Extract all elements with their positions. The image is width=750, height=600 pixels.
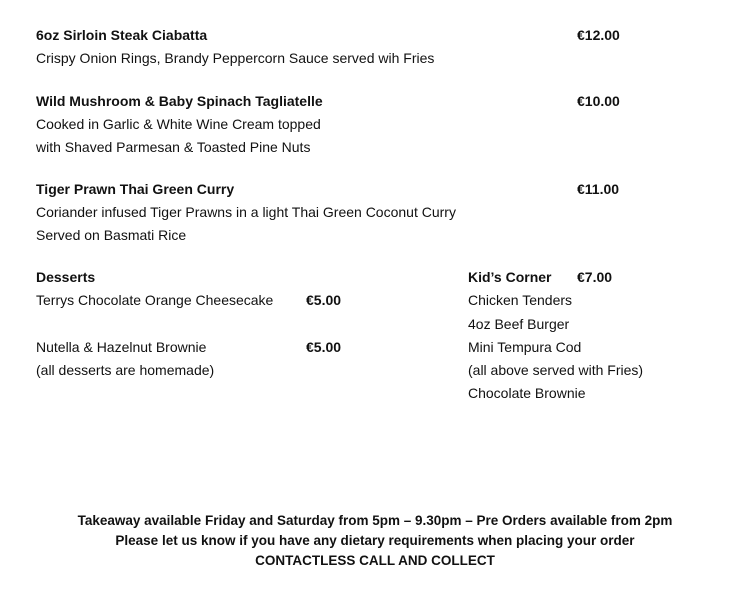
kids-item: 4oz Beef Burger xyxy=(468,316,570,332)
menu-item-description: with Shaved Parmesan & Toasted Pine Nuts xyxy=(36,139,311,155)
kids-item: Chicken Tenders xyxy=(468,292,573,308)
dessert-item-price: €5.00 xyxy=(306,339,342,355)
kids-corner-heading: Kid’s Corner xyxy=(468,269,552,285)
menu-item-price: €10.00 xyxy=(577,93,620,109)
dessert-item-name: Terrys Chocolate Orange Cheesecake xyxy=(36,292,274,308)
desserts-note: (all desserts are homemade) xyxy=(36,362,215,378)
menu-item-description: Coriander infused Tiger Prawns in a light Thai Green Coconut Curry xyxy=(36,204,456,220)
footer-contactless: CONTACTLESS CALL AND COLLECT xyxy=(255,553,495,568)
kids-item: Chocolate Brownie xyxy=(468,385,586,401)
desserts-heading: Desserts xyxy=(36,269,96,285)
menu-item-description: Served on Basmati Rice xyxy=(36,227,187,243)
kids-corner-price: €7.00 xyxy=(577,269,613,285)
menu-item-name: Tiger Prawn Thai Green Curry xyxy=(36,181,235,197)
menu-item-price: €12.00 xyxy=(577,27,620,43)
menu-item-price: €11.00 xyxy=(577,181,620,197)
dessert-item-price: €5.00 xyxy=(306,292,342,308)
menu-item-description: Crispy Onion Rings, Brandy Peppercorn Sauce served wih Fries xyxy=(36,50,435,66)
footer-dietary-notice: Please let us know if you have any dietary requirements when placing your order xyxy=(115,533,635,548)
dessert-item-name: Nutella & Hazelnut Brownie xyxy=(36,339,207,355)
kids-note: (all above served with Fries) xyxy=(468,362,644,378)
kids-item: Mini Tempura Cod xyxy=(468,339,582,355)
menu-item-name: 6oz Sirloin Steak Ciabatta xyxy=(36,27,208,43)
menu-item-name: Wild Mushroom & Baby Spinach Tagliatelle xyxy=(36,93,323,109)
menu-item-description: Cooked in Garlic & White Wine Cream topped xyxy=(36,116,321,132)
footer-takeaway-hours: Takeaway available Friday and Saturday from 5pm – 9.30pm – Pre Orders available from 2pm xyxy=(77,513,673,528)
